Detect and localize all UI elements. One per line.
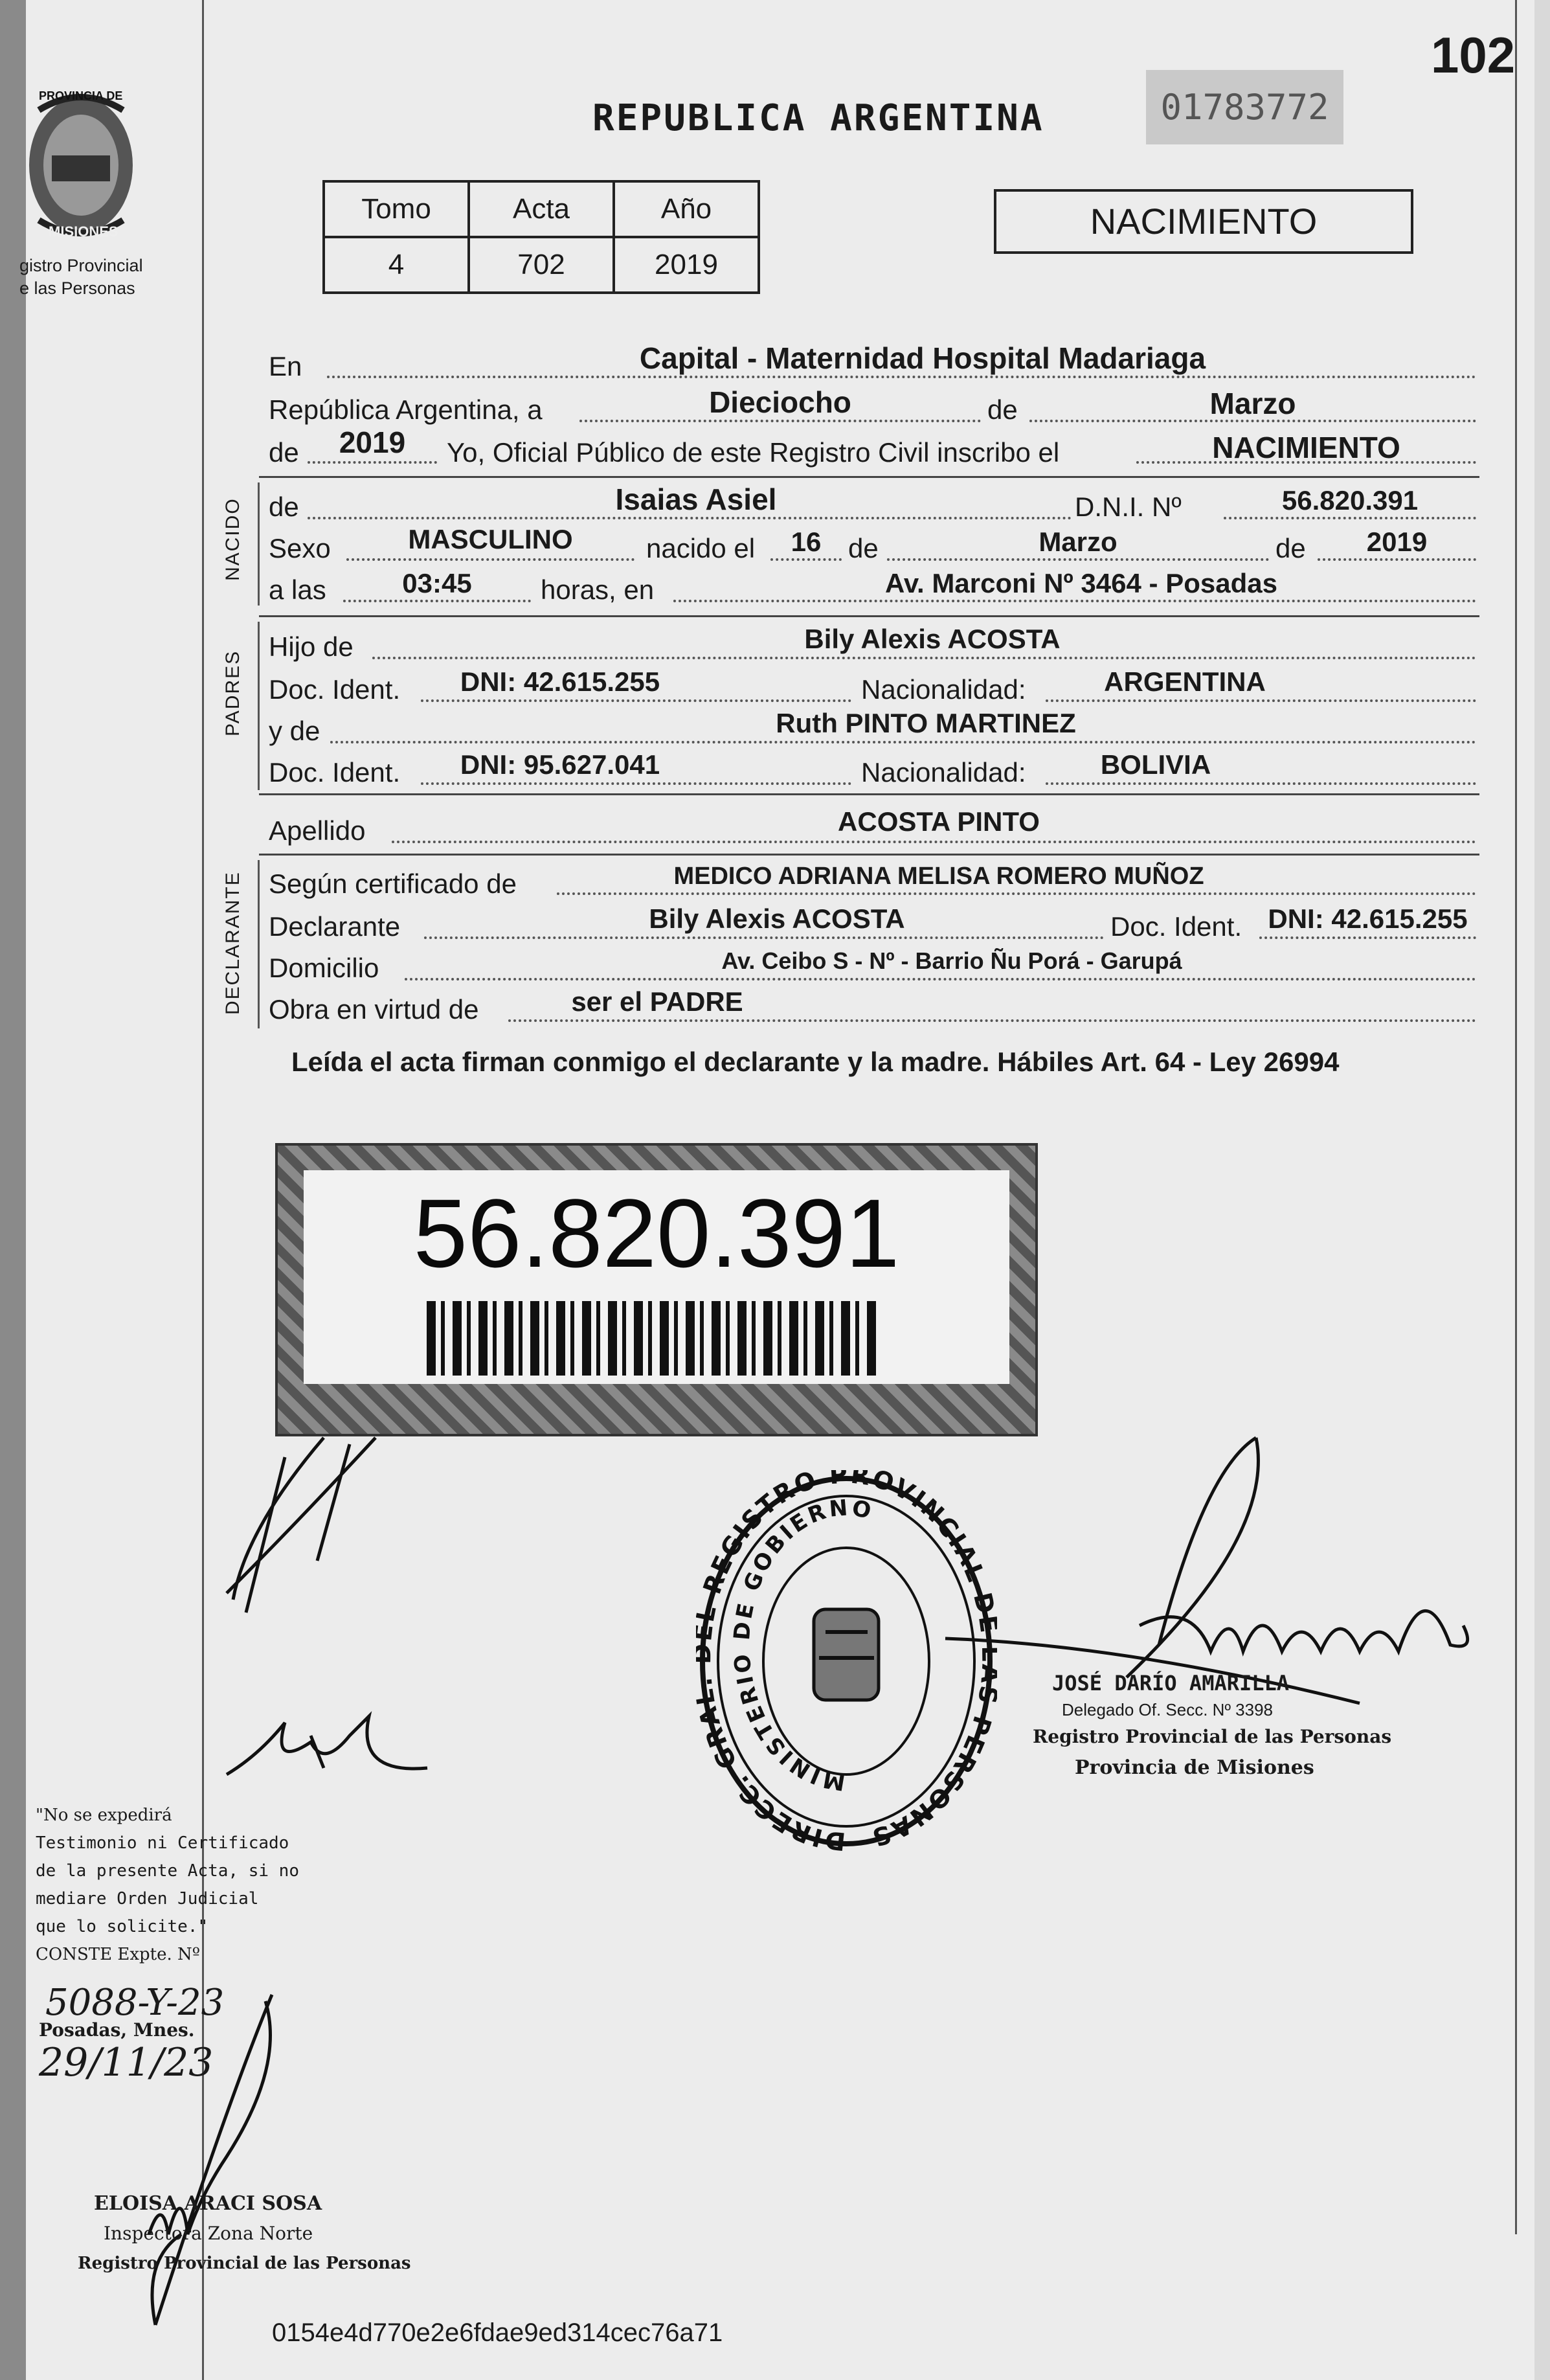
value-anio-nac: 2019 <box>1366 527 1428 557</box>
note-place: Posadas, Mnes. <box>39 2019 195 2041</box>
value-obra: ser el PADRE <box>571 986 743 1017</box>
official-name: JOSÉ DARÍO AMARILLA <box>1052 1671 1290 1695</box>
official-role: Delegado Of. Secc. Nº 3398 <box>1062 1700 1274 1719</box>
dots-declarante-doc <box>1259 936 1476 939</box>
dots-anio <box>308 461 437 464</box>
side-rule-nacido <box>258 482 260 606</box>
value-apellido: ACOSTA PINTO <box>838 806 1040 837</box>
side-label-nacido: NACIDO <box>222 497 243 581</box>
dots-padre-doc <box>421 699 851 702</box>
value-certificado: MEDICO ADRIANA MELISA ROMERO MUÑOZ <box>673 863 1204 890</box>
label-hijo-de: Hijo de <box>269 631 354 662</box>
value-lugar: Capital - Maternidad Hospital Madariaga <box>639 341 1206 375</box>
rule-padres-top <box>259 615 1479 617</box>
official-province: Provincia de Misiones <box>1075 1756 1314 1779</box>
dots-anio-nac <box>1318 558 1476 561</box>
value-acta: 702 <box>469 237 614 293</box>
serial-number: 01783772 <box>1146 70 1343 144</box>
value-anio-reg: 2019 <box>339 425 406 459</box>
label-a-las: a las <box>269 574 326 605</box>
note-date: 29/11/23 <box>39 2040 214 2085</box>
label-horas-en: horas, en <box>541 574 655 605</box>
dots-madre-nac <box>1046 782 1476 785</box>
label-de-year: de <box>269 437 299 468</box>
right-border-line <box>1515 0 1517 2234</box>
side-rule-padres <box>258 622 260 790</box>
label-segun: Según certificado de <box>269 868 517 899</box>
label-de-mes: de <box>848 533 879 563</box>
seal-icon <box>696 1470 997 1852</box>
label-republica: República Argentina, a <box>269 394 543 425</box>
rule-declarante-top <box>259 854 1479 856</box>
label-sexo: Sexo <box>269 533 331 563</box>
document-hash: 0154e4d770e2e6fdae9ed314cec76a71 <box>272 2318 723 2347</box>
dots-apellido <box>392 841 1476 843</box>
value-anio: 2019 <box>614 237 759 293</box>
label-y-de: y de <box>269 716 320 746</box>
logo-text-bottom: MISIONES <box>49 223 118 240</box>
label-oficial: Yo, Oficial Público de este Registro Civil inscribo el <box>447 437 1060 468</box>
label-apellido: Apellido <box>269 815 366 846</box>
logo-caption-2: e las Personas <box>19 278 135 298</box>
value-domicilio: Av. Ceibo S - Nº - Barrio Ñu Porá - Garupá <box>721 947 1182 974</box>
dots-padre <box>372 657 1476 659</box>
closing-text: Leída el acta firman conmigo el declarante y la madre. Hábiles Art. 64 - Ley 26994 <box>291 1047 1340 1077</box>
inspector-name: ELOISA ARACI SOSA <box>94 2192 322 2215</box>
label-de-name: de <box>269 492 299 522</box>
dots-domicilio <box>405 978 1476 980</box>
value-dia-letras: Dieciocho <box>709 385 851 419</box>
official-registry: Registro Provincial de las Personas <box>1033 1726 1392 1747</box>
label-doc-ident-1: Doc. Ident. <box>269 674 401 705</box>
value-hora: 03:45 <box>402 568 472 598</box>
label-de-month: de <box>987 394 1018 425</box>
value-padre: Bily Alexis ACOSTA <box>804 624 1061 654</box>
dots-madre <box>330 741 1476 743</box>
dots-lugar-nac <box>673 600 1476 602</box>
label-dni: D.N.I. Nº <box>1075 492 1182 522</box>
value-tipo: NACIMIENTO <box>1212 431 1400 464</box>
province-logo <box>19 84 142 246</box>
dni-sticker <box>275 1143 1038 1436</box>
dots-mes-nac <box>887 558 1269 561</box>
dots-obra <box>508 1019 1476 1022</box>
note-line-1: "No se expedirá <box>36 1806 172 1825</box>
header-anio: Año <box>614 181 759 237</box>
dots-dia-nac <box>770 558 842 561</box>
value-tomo: 4 <box>324 237 469 293</box>
value-mes-nac: Marzo <box>1039 527 1118 557</box>
logo-text-top: PROVINCIA DE <box>39 89 123 102</box>
registry-seal <box>696 1470 997 1852</box>
side-rule-declarante <box>258 860 260 1028</box>
dots-en <box>327 376 1476 378</box>
header-acta: Acta <box>469 181 614 237</box>
page-number: 102 <box>1431 27 1516 84</box>
value-madre-doc: DNI: 95.627.041 <box>460 749 660 780</box>
binding-edge <box>0 0 26 2380</box>
value-mes: Marzo <box>1209 387 1296 420</box>
signature-left-bottom <box>220 1697 434 1794</box>
label-domicilio: Domicilio <box>269 953 379 983</box>
signature-left-top <box>220 1431 401 1626</box>
label-doc-ident-2: Doc. Ident. <box>269 757 401 788</box>
side-label-declarante: DECLARANTE <box>222 871 243 1015</box>
value-declarante: Bily Alexis ACOSTA <box>649 903 905 934</box>
dots-declarante <box>424 936 1104 939</box>
dni-sticker-number: 56.820.391 <box>413 1179 900 1287</box>
value-padre-nac: ARGENTINA <box>1104 666 1266 697</box>
value-sexo: MASCULINO <box>408 524 573 554</box>
note-line-6: CONSTE Expte. Nº <box>36 1945 200 1964</box>
value-nombre: Isaias Asiel <box>615 482 777 516</box>
label-nacionalidad-1: Nacionalidad: <box>861 674 1026 705</box>
rule-nacido-top <box>259 476 1479 478</box>
side-label-padres: PADRES <box>222 650 243 736</box>
inspector-registry: Registro Provincial de las Personas <box>78 2254 411 2273</box>
record-type-box: NACIMIENTO <box>994 189 1413 254</box>
dots-hora <box>343 600 531 602</box>
dots-nombre <box>308 517 1072 519</box>
dots-madre-doc <box>421 782 851 785</box>
label-doc-ident-3: Doc. Ident. <box>1110 911 1242 942</box>
value-declarante-doc: DNI: 42.615.255 <box>1268 903 1468 934</box>
seal-inner-text: MINISTERIO DE GOBIERNO <box>728 1495 876 1796</box>
note-line-5: que lo solicite." <box>36 1917 208 1936</box>
value-padre-doc: DNI: 42.615.255 <box>460 666 660 697</box>
value-dni: 56.820.391 <box>1281 485 1419 516</box>
country-title: REPUBLICA ARGENTINA <box>592 97 1044 139</box>
value-madre: Ruth PINTO MARTINEZ <box>776 708 1076 738</box>
note-line-2: Testimonio ni Certificado <box>36 1833 289 1853</box>
label-declarante: Declarante <box>269 911 401 942</box>
tomo-acta-anio-table <box>322 180 760 294</box>
value-lugar-nac: Av. Marconi Nº 3464 - Posadas <box>885 568 1277 598</box>
label-nacionalidad-2: Nacionalidad: <box>861 757 1026 788</box>
note-line-3: de la presente Acta, si no <box>36 1861 299 1881</box>
barcode <box>427 1301 880 1376</box>
label-en: En <box>269 351 302 381</box>
label-nacido-el: nacido el <box>646 533 756 563</box>
dots-dni <box>1224 517 1476 519</box>
logo-caption-1: gistro Provincial <box>19 256 143 275</box>
value-dia-nac: 16 <box>791 527 822 557</box>
dots-padre-nac <box>1046 699 1476 702</box>
coat-of-arms-icon <box>19 84 142 246</box>
rule-apellido-top <box>259 793 1479 795</box>
inspector-role: Inspectora Zona Norte <box>104 2223 313 2244</box>
dots-dia <box>579 420 981 422</box>
seal-outer-text: DIRECC. GRA REGISTRO PROVINCIAL PERSONAS <box>696 1470 997 1852</box>
label-de-anio: de <box>1275 533 1306 563</box>
note-expediente: 5088-Y-23 <box>45 1982 225 2024</box>
dots-sexo <box>346 558 635 561</box>
label-obra: Obra en virtud de <box>269 994 479 1025</box>
dots-certificado <box>557 892 1476 895</box>
note-line-4: mediare Orden Judicial <box>36 1889 259 1909</box>
value-madre-nac: BOLIVIA <box>1100 749 1211 780</box>
header-tomo: Tomo <box>324 181 469 237</box>
